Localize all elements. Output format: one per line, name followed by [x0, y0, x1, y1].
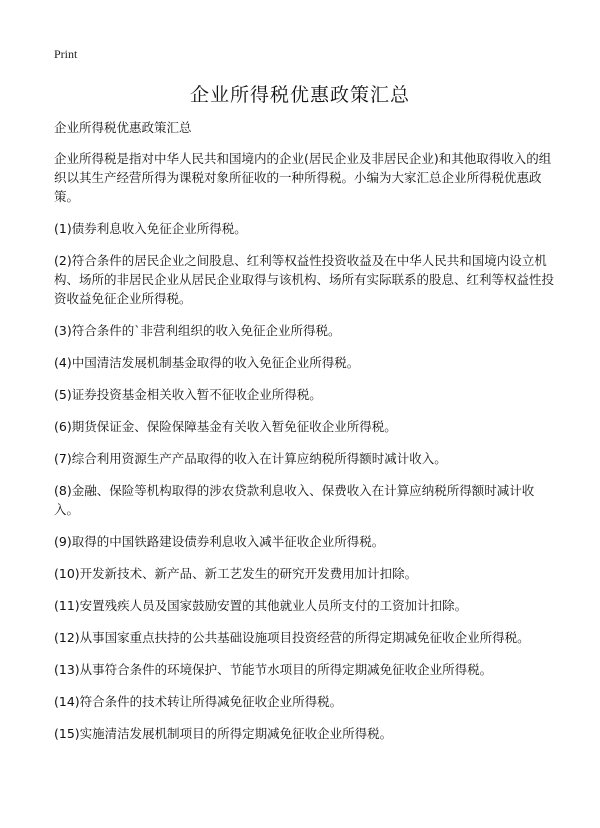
policy-item-1: (1)债券利息收入免征企业所得税。 — [54, 221, 247, 236]
policy-item-5: (5)证券投资基金相关收入暂不征收企业所得税。 — [54, 387, 322, 402]
policy-item-7: (7)综合利用资源生产产品取得的收入在计算应纳税所得额时减计收入。 — [54, 451, 447, 466]
policy-item-6: (6)期货保证金、保险保障基金有关收入暂免征收企业所得税。 — [54, 419, 397, 434]
print-label: Print — [54, 47, 78, 61]
policy-item-4: (4)中国清洁发展机制基金取得的收入免征企业所得税。 — [54, 355, 360, 370]
policy-item-12: (12)从事国家重点扶持的公共基础设施项目投资经营的所得定期减免征收企业所得税。 — [54, 630, 530, 645]
policy-item-3: (3)符合条件的`非营利组织的收入免征企业所得税。 — [54, 323, 341, 338]
policy-item-11: (11)安置残疾人员及国家鼓励安置的其他就业人员所支付的工资加计扣除。 — [54, 598, 468, 613]
policy-item-13: (13)从事符合条件的环境保护、节能节水项目的所得定期减免征收企业所得税。 — [54, 662, 493, 677]
document-subtitle: 企业所得税优惠政策汇总 — [54, 120, 192, 135]
policy-item-2: (2)符合条件的居民企业之间股息、红利等权益性投资收益及在中华人民共和国境内设立机构、场所的非居民企业从居民企业取得与该机构、场所有实际联系的股息、红利等权益性投资收益免征企业所得税。 — [54, 253, 555, 306]
document-body — [54, 118, 554, 756]
policy-item-9: (9)取得的中国铁路建设债券利息收入减半征收企业所得税。 — [54, 534, 385, 549]
policy-item-14: (14)符合条件的技术转让所得减免征收企业所得税。 — [54, 694, 343, 709]
policy-item-15: (15)实施清洁发展机制项目的所得定期减免征收企业所得税。 — [54, 726, 393, 741]
intro-paragraph: 企业所得税是指对中华人民共和国境内的企业(居民企业及非居民企业)和其他取得收入的组织以其生产经营所得为课税对象所征收的一种所得税。小编为大家汇总企业所得税优惠政策。 — [54, 151, 552, 204]
policy-item-10: (10)开发新技术、新产品、新工艺发生的研究开发费用加计扣除。 — [54, 566, 418, 581]
document-title: 企业所得税优惠政策汇总 — [189, 84, 410, 106]
policy-item-8: (8)金融、保险等机构取得的涉农贷款利息收入、保费收入在计算应纳税所得额时减计收入。 — [54, 483, 535, 517]
